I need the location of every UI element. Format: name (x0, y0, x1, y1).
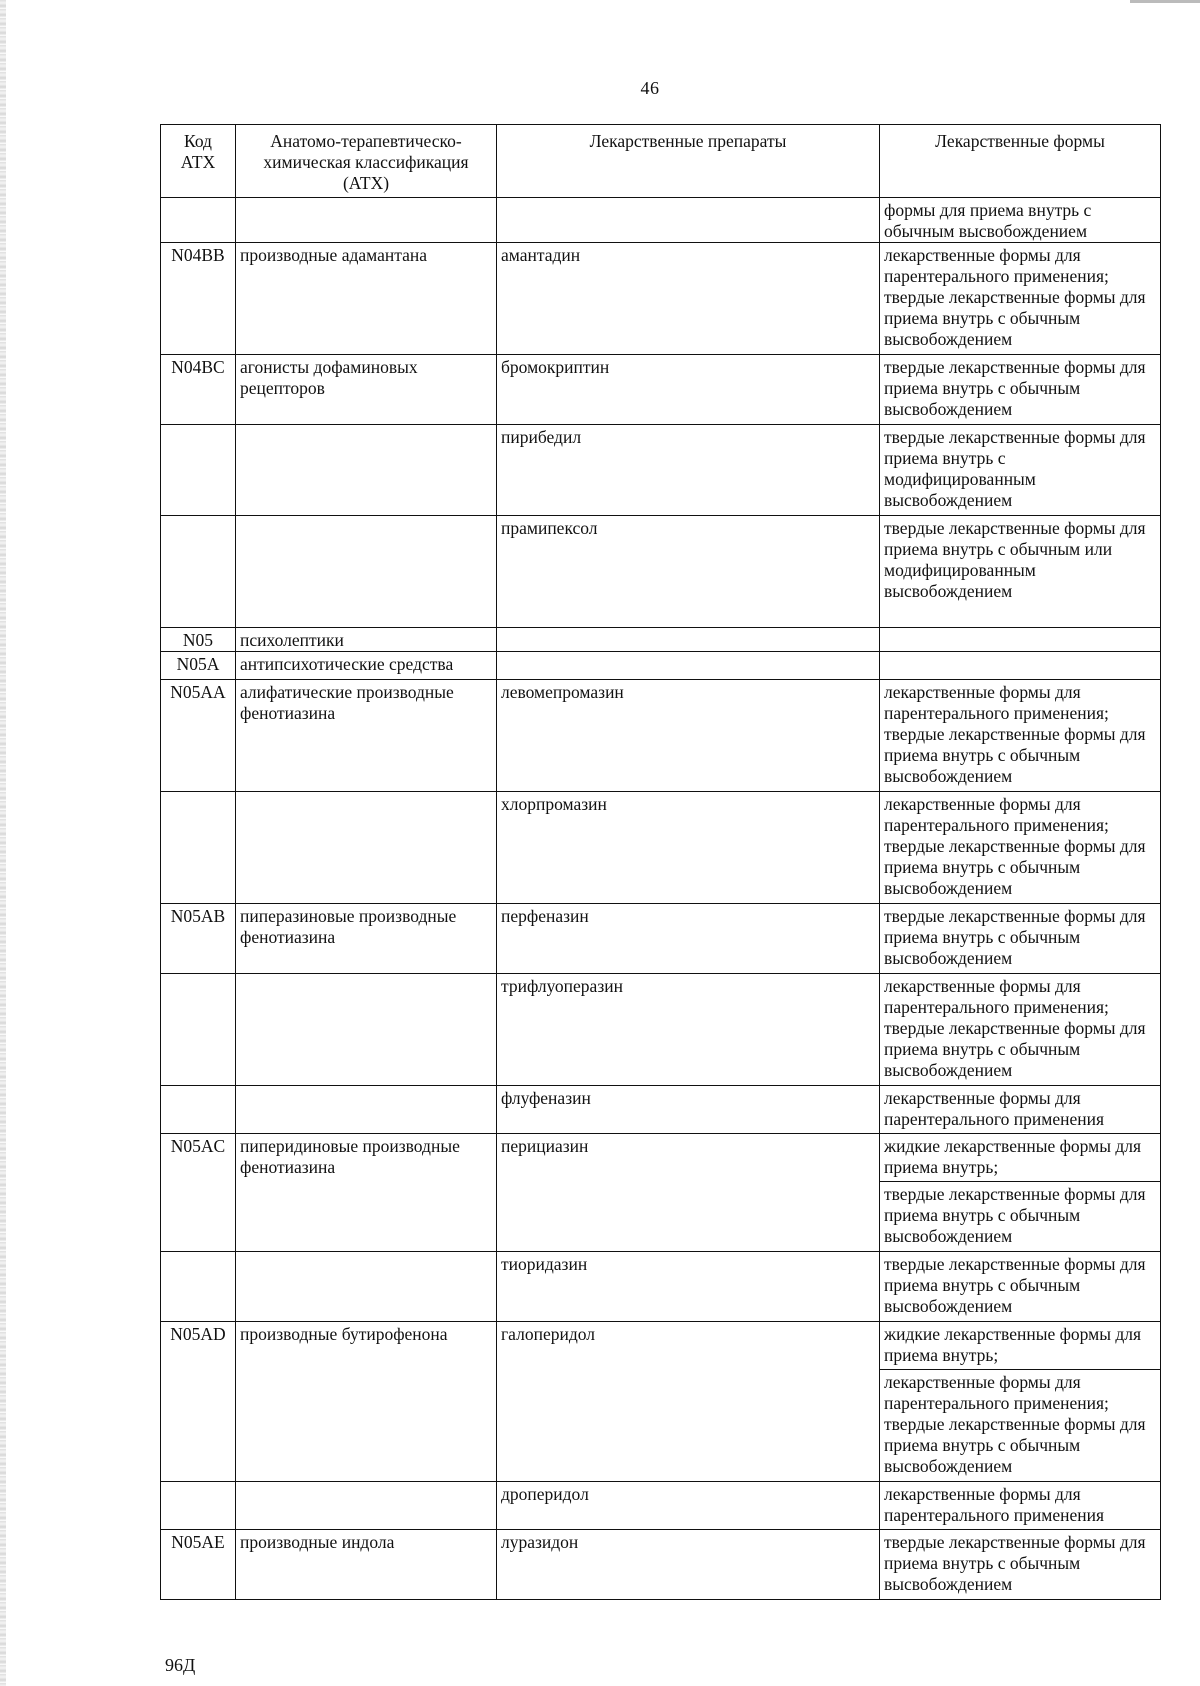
drug-cell: перфеназин (497, 904, 880, 974)
dosage-forms-cell (880, 652, 1161, 680)
classification-cell: пиперидиновые производные фенотиазина (236, 1134, 497, 1252)
header-forms: Лекарственные формы (880, 125, 1161, 198)
atx-code-cell: N05AA (161, 680, 236, 792)
table-row (161, 516, 1161, 628)
table-row (161, 355, 1161, 425)
classification-cell: производные индола (236, 1530, 497, 1600)
atx-code-cell (161, 425, 236, 516)
drug-cell: перициазин (497, 1134, 880, 1252)
table-row (161, 425, 1161, 516)
table-row (161, 1322, 1161, 1370)
scan-left-edge (0, 0, 6, 1686)
table-row (161, 652, 1161, 680)
drug-cell: бромокриптин (497, 355, 880, 425)
dosage-forms-cell: формы для приема внутрь с обычным высвобождением (880, 198, 1161, 243)
atx-code-cell: N05A (161, 652, 236, 680)
classification-cell (236, 425, 497, 516)
dosage-forms-cell: лекарственные формы для парентерального применения; твердые лекарственные формы для приема внутрь с обычным высвобождением (880, 680, 1161, 792)
atx-code-cell: N04BB (161, 243, 236, 355)
atx-code-cell (161, 198, 236, 243)
drug-cell: хлорпромазин (497, 792, 880, 904)
classification-cell (236, 1086, 497, 1134)
table-row (161, 243, 1161, 355)
drug-cell: флуфеназин (497, 1086, 880, 1134)
dosage-forms-cell: лекарственные формы для парентерального применения; твердые лекарственные формы для приема внутрь с обычным высвобождением (880, 243, 1161, 355)
table-row (161, 1086, 1161, 1134)
dosage-forms-cell: твердые лекарственные формы для приема внутрь с обычным высвобождением (880, 1252, 1161, 1322)
dosage-forms-cell: лекарственные формы для парентерального применения; твердые лекарственные формы для приема внутрь с обычным высвобождением (880, 1370, 1161, 1482)
header-drugs: Лекарственные препараты (497, 125, 880, 198)
drug-cell (497, 652, 880, 680)
atx-code-cell: N05AB (161, 904, 236, 974)
scan-top-edge (1130, 0, 1200, 3)
drug-cell: амантадин (497, 243, 880, 355)
dosage-forms-cell: твердые лекарственные формы для приема внутрь с обычным высвобождением (880, 1530, 1161, 1600)
drug-cell: дроперидол (497, 1482, 880, 1530)
dosage-forms-cell: жидкие лекарственные формы для приема внутрь; (880, 1134, 1161, 1182)
table-row (161, 1252, 1161, 1322)
table-row (161, 628, 1161, 652)
table-body (161, 198, 1161, 1600)
atx-code-cell: N05 (161, 628, 236, 652)
dosage-forms-cell: твердые лекарственные формы для приема внутрь с обычным высвобождением (880, 355, 1161, 425)
classification-cell: производные бутирофенона (236, 1322, 497, 1482)
table-row (161, 1134, 1161, 1182)
table-row (161, 974, 1161, 1086)
table-row (161, 198, 1161, 243)
classification-cell: антипсихотические средства (236, 652, 497, 680)
dosage-forms-cell: твердые лекарственные формы для приема внутрь с модифицированным высвобождением (880, 425, 1161, 516)
classification-cell (236, 1482, 497, 1530)
drug-cell: левомепромазин (497, 680, 880, 792)
dosage-forms-cell (880, 628, 1161, 652)
dosage-forms-cell: жидкие лекарственные формы для приема внутрь; (880, 1322, 1161, 1370)
dosage-forms-cell: твердые лекарственные формы для приема внутрь с обычным высвобождением (880, 904, 1161, 974)
atx-code-cell: N04BC (161, 355, 236, 425)
drug-cell (497, 628, 880, 652)
dosage-forms-cell: лекарственные формы для парентерального применения; твердые лекарственные формы для приема внутрь с обычным высвобождением (880, 792, 1161, 904)
classification-cell: пиперазиновые производные фенотиазина (236, 904, 497, 974)
dosage-forms-cell: твердые лекарственные формы для приема внутрь с обычным высвобождением (880, 1182, 1161, 1252)
table-row (161, 680, 1161, 792)
atx-code-cell: N05AE (161, 1530, 236, 1600)
classification-cell (236, 1252, 497, 1322)
drug-cell: трифлуоперазин (497, 974, 880, 1086)
classification-cell (236, 516, 497, 628)
dosage-forms-cell: лекарственные формы для парентерального применения (880, 1086, 1161, 1134)
classification-cell (236, 792, 497, 904)
dosage-forms-cell: твердые лекарственные формы для приема внутрь с обычным или модифицированным высвобождением (880, 516, 1161, 628)
classification-cell (236, 974, 497, 1086)
drug-cell: прамипексол (497, 516, 880, 628)
drug-cell: пирибедил (497, 425, 880, 516)
atx-code-cell (161, 974, 236, 1086)
table-row (161, 1530, 1161, 1600)
classification-cell (236, 198, 497, 243)
dosage-forms-cell: лекарственные формы для парентерального применения; твердые лекарственные формы для приема внутрь с обычным высвобождением (880, 974, 1161, 1086)
drug-cell: галоперидол (497, 1322, 880, 1482)
atx-code-cell (161, 1086, 236, 1134)
classification-cell: психолептики (236, 628, 497, 652)
atx-code-cell: N05AD (161, 1322, 236, 1482)
table-row (161, 792, 1161, 904)
atx-code-cell (161, 792, 236, 904)
drug-cell (497, 198, 880, 243)
atx-code-cell (161, 1482, 236, 1530)
header-classification: Анатомо-терапевтическо-химическая классификация (АТХ) (236, 125, 497, 198)
dosage-forms-cell: лекарственные формы для парентерального применения (880, 1482, 1161, 1530)
atx-code-cell: N05AC (161, 1134, 236, 1252)
classification-cell: производные адамантана (236, 243, 497, 355)
table-row (161, 1482, 1161, 1530)
atx-code-cell (161, 516, 236, 628)
drug-cell: луразидон (497, 1530, 880, 1600)
table-row (161, 904, 1161, 974)
drug-cell: тиоридазин (497, 1252, 880, 1322)
classification-cell: алифатические производные фенотиазина (236, 680, 497, 792)
classification-cell: агонисты дофаминовых рецепторов (236, 355, 497, 425)
atx-table (160, 124, 1161, 1600)
atx-code-cell (161, 1252, 236, 1322)
page-number: 46 (640, 78, 660, 98)
header-code: Код АТХ (161, 125, 236, 198)
table-header (161, 125, 1161, 198)
document-code: 96Д (165, 1655, 196, 1675)
